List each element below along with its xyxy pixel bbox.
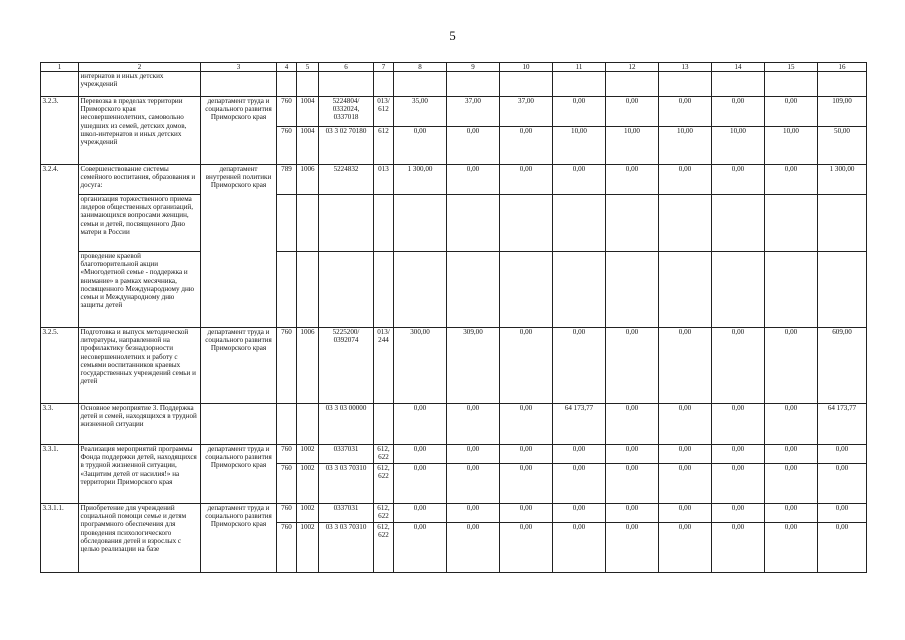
table-row: 760 1002 03 3 03 70310 612, 622 0,00 0,00 0,00 0,00 0,00 0,00 0,00 0,00 0,00 (41, 464, 867, 504)
header-cell: 5 (297, 63, 319, 72)
row-description: Подготовка и выпуск методической литературы, направленной на профилактику безнадзорности несовершеннолетних и работу с семьями воспитанников краевых государственных учреждений семьи и детей (79, 328, 201, 404)
header-cell: 13 (659, 63, 712, 72)
table-row (41, 72, 867, 97)
table-row (41, 195, 867, 252)
row-number: 3.3.1.1. (41, 504, 79, 573)
row-executor: департамент труда и социального развития Приморского края (201, 445, 277, 504)
header-cell: 15 (765, 63, 818, 72)
table-row: 3.2.4. Совершенствование системы семейного воспитания, образования и досуга: департамент внутренней политики Приморского края 789 1006 5224832 013 1 300,00 0,00 0,00 0,00 0,00 0,00 0,00 0,00 1 300,00 (41, 165, 867, 195)
header-cell: 1 (41, 63, 79, 72)
table-row: 3.3.1.1. Приобретение для учреждений социальной помощи семье и детям программного обеспечения для проведения психологического обследования детей и взрослых с целью реализации на базе департамент труда и социального развития Приморского края 760 1002 0337031 612, 622 0,00 0,00 0,00 0,00 0,00 0,00 0,00 0,00 0,00 (41, 504, 867, 523)
row-subitem: проведение краевой благотворительной акции «Многодетной семье - поддержка и внимание» в рамках месячника, посвященного Международному дню семьи и Международному дню защиты детей (79, 252, 201, 328)
header-cell: 4 (277, 63, 297, 72)
header-cell: 9 (447, 63, 500, 72)
header-cell: 8 (394, 63, 447, 72)
header-cell: 6 (319, 63, 374, 72)
header-cell: 2 (79, 63, 201, 72)
row-description: интернатов и иных детских учреждений (79, 72, 201, 97)
row-number: 3.2.3. (41, 97, 79, 165)
row-description: Совершенствование системы семейного воспитания, образования и досуга: (79, 165, 201, 195)
row-executor: департамент внутренней политики Приморского края (201, 165, 277, 328)
header-cell: 11 (553, 63, 606, 72)
page-number: 5 (449, 28, 456, 43)
row-description: Основное мероприятие 3. Поддержка детей и семей, находящихся в трудной жизненной ситуации (79, 404, 201, 445)
row-executor: департамент труда и социального развития Приморского края (201, 97, 277, 165)
row-description: Реализация мероприятий программы Фонда поддержки детей, находящихся в трудной жизненной ситуации, «Защитим детей от насилия!» на территории Приморского края (79, 445, 201, 504)
header-cell: 10 (500, 63, 553, 72)
table-row: 3.2.3. Перевозка в пределах территории Приморского края несовершеннолетних, самовольно ушедших из семей, детских домов, школ-интернатов и иных детских учреждений департамент труда и социального развития Приморского края 760 1004 5224804/ 0332024, 0337018 013/ 612 35,00 37,00 37,00 0,00 0,00 0,00 0,00 0,00 109,00 (41, 97, 867, 127)
row-executor: департамент труда и социального развития Приморского края (201, 504, 277, 573)
header-row (41, 63, 867, 72)
table-row: 760 1004 03 3 02 70180 612 0,00 0,00 0,00 10,00 10,00 10,00 10,00 10,00 50,00 (41, 127, 867, 165)
row-number: 3.3. (41, 404, 79, 445)
table-row: 760 1002 03 3 03 70310 612, 622 0,00 0,00 0,00 0,00 0,00 0,00 0,00 0,00 0,00 (41, 523, 867, 573)
header-cell: 16 (818, 63, 867, 72)
program-table (40, 62, 867, 573)
header-cell: 14 (712, 63, 765, 72)
header-cell: 12 (606, 63, 659, 72)
header-cell: 7 (374, 63, 394, 72)
table-row (41, 252, 867, 328)
row-description: Перевозка в пределах территории Приморского края несовершеннолетних, самовольно ушедших из семей, детских домов, школ-интернатов и иных детских учреждений (79, 97, 201, 165)
row-number: 3.2.5. (41, 328, 79, 404)
row-number: 3.3.1. (41, 445, 79, 504)
row-number: 3.2.4. (41, 165, 79, 328)
table-row: 3.3. Основное мероприятие 3. Поддержка детей и семей, находящихся в трудной жизненной ситуации 03 3 03 00000 0,00 0,00 0,00 64 173,77 0,00 0,00 0,00 0,00 64 173,77 (41, 404, 867, 445)
row-executor: департамент труда и социального развития Приморского края (201, 328, 277, 404)
table-row: 3.2.5. Подготовка и выпуск методической литературы, направленной на профилактику безнадзорности несовершеннолетних и работу с семьями воспитанников краевых государственных учреждений семьи и детей департамент труда и социального развития Приморского края 760 1006 5225200/ 0392074 013/ 244 300,00 309,00 0,00 0,00 0,00 0,00 0,00 0,00 609,00 (41, 328, 867, 404)
table-row: 3.3.1. Реализация мероприятий программы Фонда поддержки детей, находящихся в трудной жизненной ситуации, «Защитим детей от насилия!» на территории Приморского края департамент труда и социального развития Приморского края 760 1002 0337031 612, 622 0,00 0,00 0,00 0,00 0,00 0,00 0,00 0,00 0,00 (41, 445, 867, 464)
row-subitem: организация торжественного приема лидеров общественных организаций, занимающихся вопросами женщин, семьи и детей, посвященного Дню матери в России (79, 195, 201, 252)
row-description: Приобретение для учреждений социальной помощи семье и детям программного обеспечения для проведения психологического обследования детей и взрослых с целью реализации на базе (79, 504, 201, 573)
header-cell: 3 (201, 63, 277, 72)
